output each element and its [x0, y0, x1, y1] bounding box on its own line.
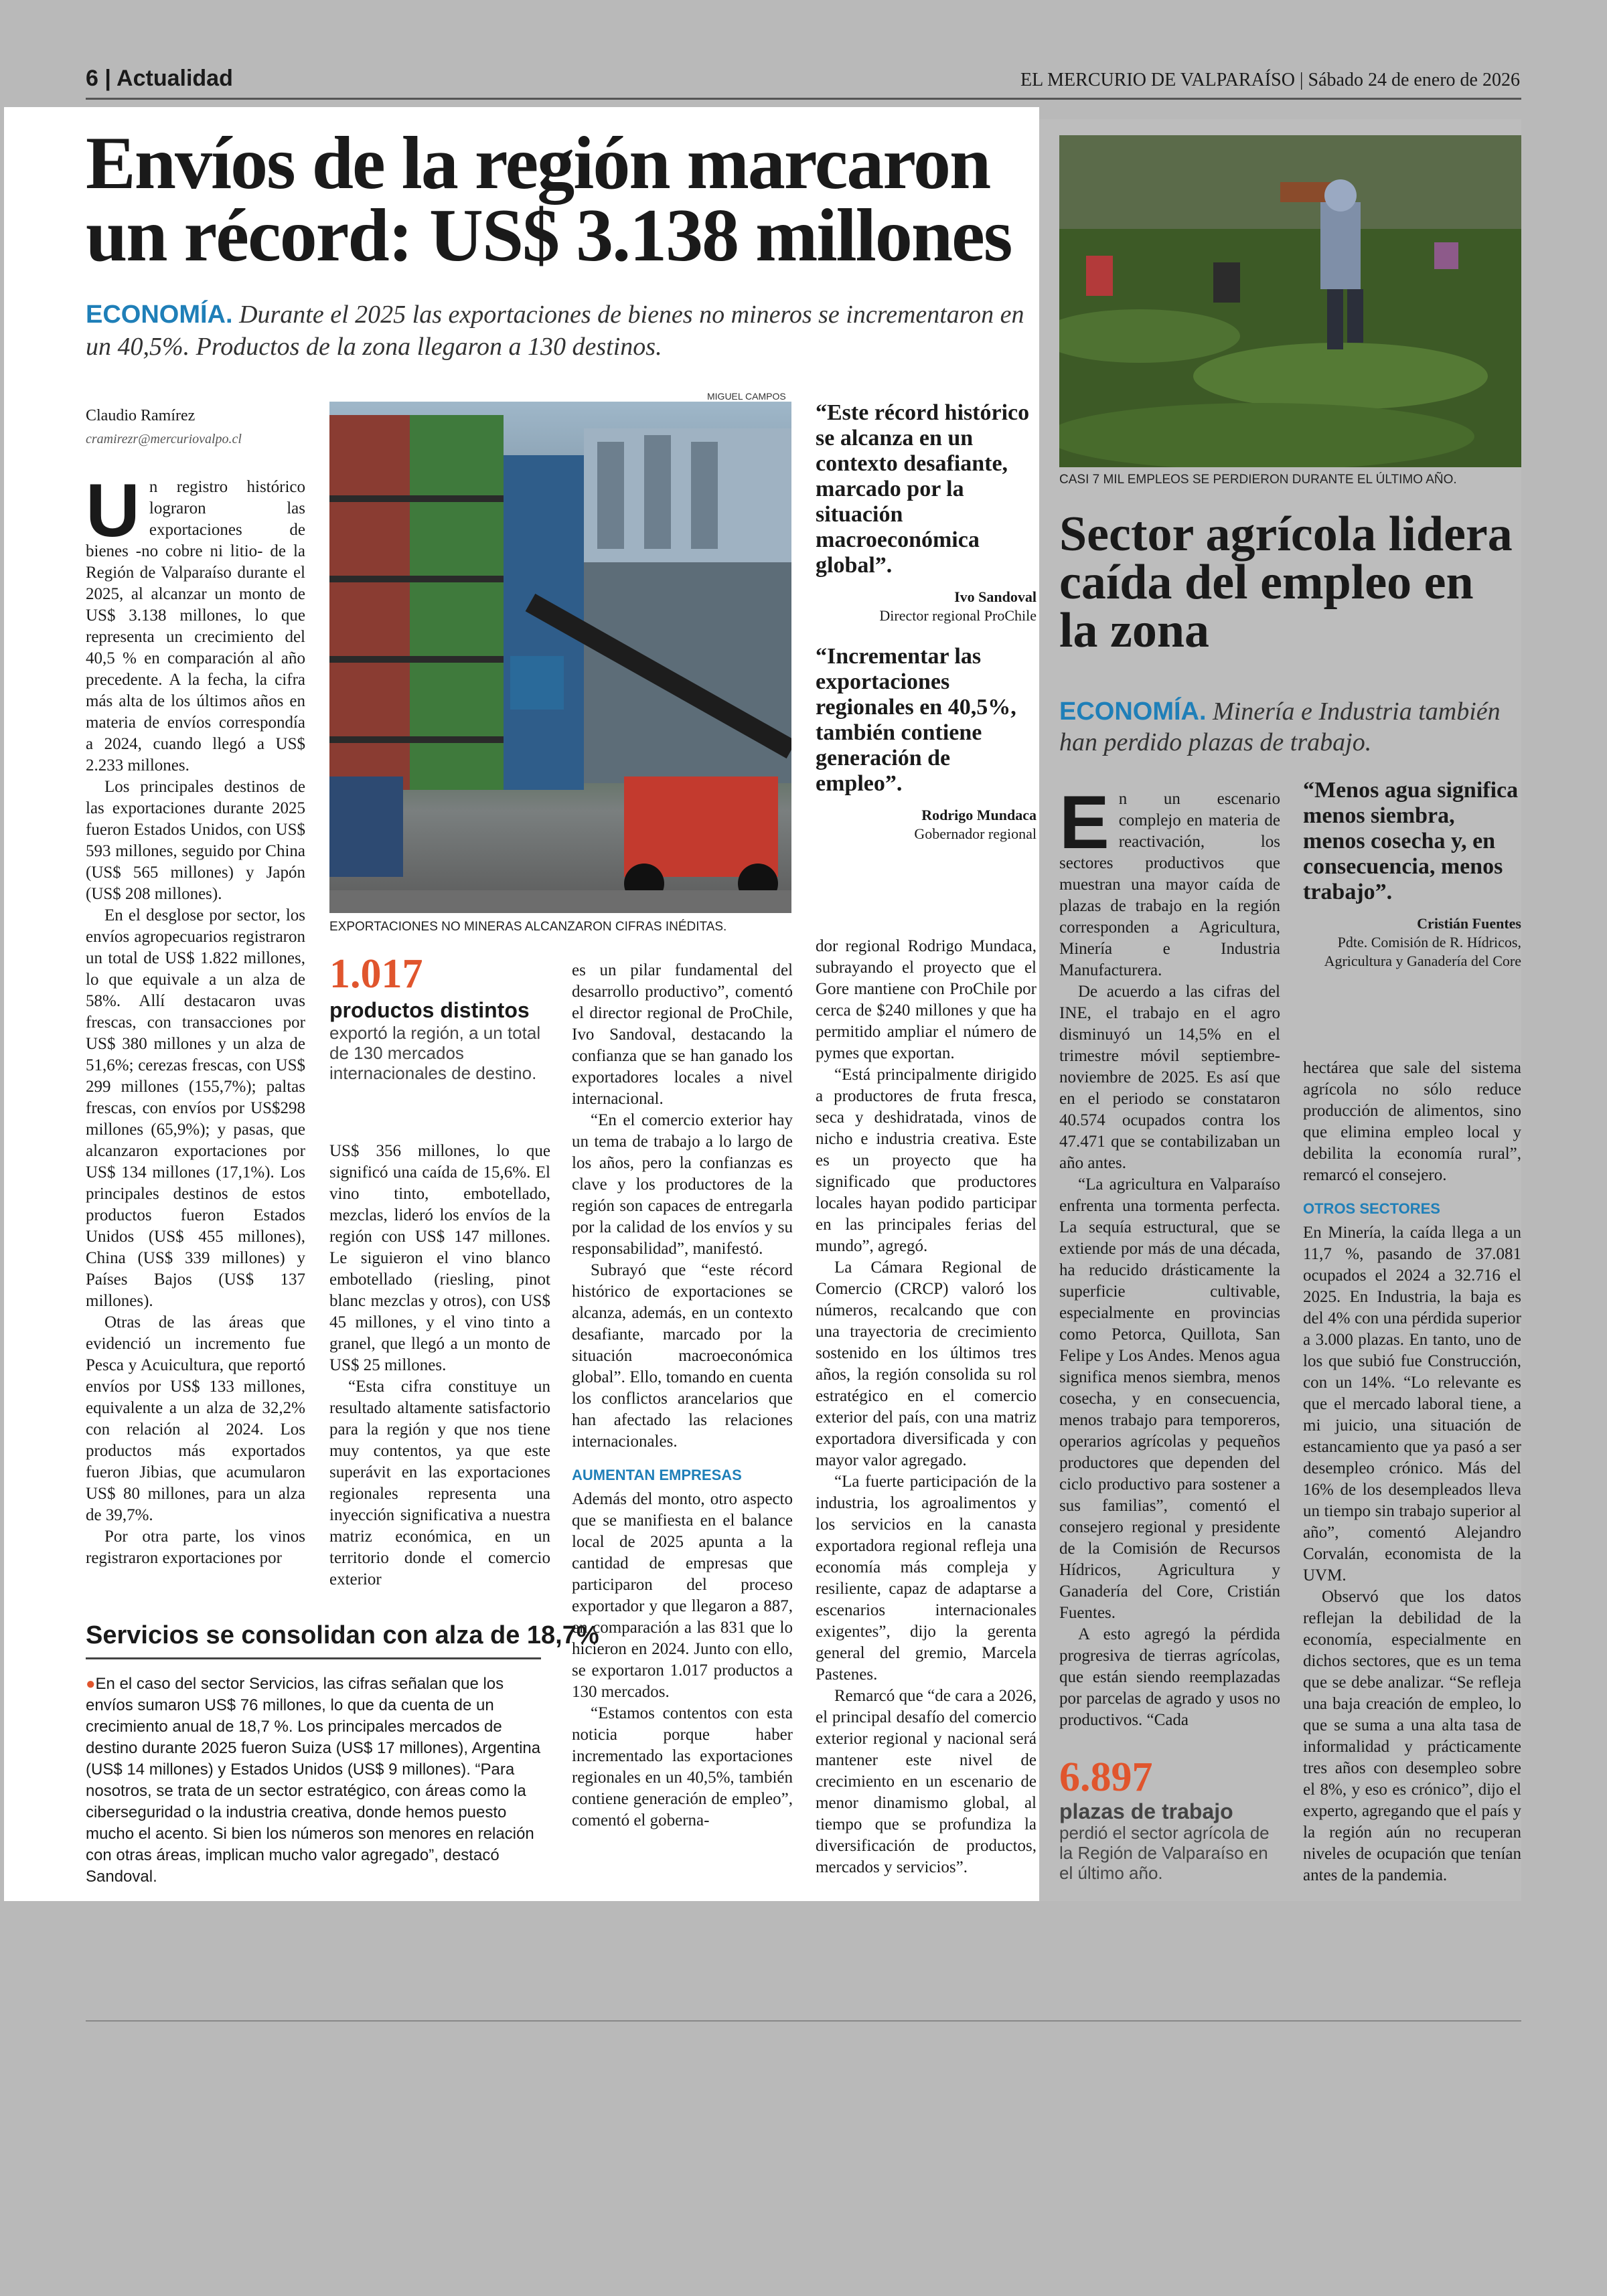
main-column-3	[572, 960, 793, 1831]
side-photo-caption: CASI 7 MIL EMPLEOS SE PERDIERON DURANTE EL ÚLTIMO AÑO.	[1059, 473, 1457, 487]
paragraph: A esto agregó la pérdida progresiva de tierras agrícolas, que están siendo reemplazadas por parcelas de agrado y usos no productivos. “Cada	[1059, 1625, 1280, 1729]
publication-dateline: EL MERCURIO DE VALPARAÍSO | Sábado 24 de enero de 2026	[1020, 70, 1520, 90]
byline	[86, 407, 242, 447]
quote-name: Cristián Fuentes	[1417, 915, 1521, 932]
paragraph: En el desglose por sector, los envíos agropecuarios registraron un total de US$ 1.822 millones, lo que equivale a un alza de 58%. Allí destacaron uvas frescas, con transacciones por US$ 380 millones y un alza de 51,6%; cerezas frescas, con US$ 299 millones (155,7%); paltas frescas, con envíos por US$298 millones (65,9%); y pasas, que alcanzaron exportaciones por US$ 134 millones (17,1%). Los principales destinos de estos productos fueron Estados Unidos (US$ 455 millones), China (US$ 339 millones) y Países Bajos (US$ 137 millones).	[86, 906, 305, 1310]
services-box-text: En el caso del sector Servicios, las cifras señalan que los envíos sumaron US$ 76 millones, lo que da cuenta de un crecimiento anual de 18,7 %. Los principales mercados de destino durante 2025 fueron Suiza (US$ 17 millones), Argentina (US$ 14 millones) y Estados Unidos (US$ 9 millones). “Para nosotros, se trata de un sector estratégico, con áreas como la ciberseguridad o la industria creativa, donde hemos puesto mucho el acento. Si bien los números son menores en relación con otras áreas, implican mucho valor agregado”, destacó Sandoval.	[86, 1675, 541, 1886]
services-box-title: Servicios se consolidan con alza de 18,7%	[86, 1621, 599, 1649]
subhead-otros-sectores: OTROS SECTORES	[1303, 1200, 1440, 1217]
port-illustration	[329, 402, 791, 913]
paragraph: La Cámara Regional de Comercio (CRCP) valoró los números, recalcando que con una trayectoria de crecimiento sostenido en los últimos tres años, la región consolida su rol estratégico en el comercio exterior del país, con una matriz exportadora diversificada y con mayor valor agregado.	[816, 1258, 1037, 1469]
paragraph: n registro histórico lograron las exportaciones de bienes -no cobre ni litio- de la Región de Valparaíso durante el 2025, al alcanzar un monto de US$ 3.138 millones, lo que representa un crecimiento del 40,5 % en comparación al año precedente. A la fecha, la cifra más alta de los últimos años en materia de envíos correspondía a 2024, cuando llegó a US$ 2.233 millones.	[86, 478, 305, 774]
stat-label: productos distintos	[329, 998, 530, 1022]
paragraph: “En el comercio exterior hay un tema de trabajo a lo largo de los años, pero la confianzas es clave y los productores de la región son capaces de entregarla por la calidad de los envíos y su responsabilidad”, manifestó.	[572, 1111, 793, 1258]
side-column-1	[1059, 781, 1280, 1731]
paragraph: De acuerdo a las cifras del INE, el trabajo en el agro disminuyó un 14,5% en el trimestre móvil septiembre-noviembre de 2025. Es así que en el periodo se constataron 40.574 ocupados contra los 47.471 que se contabilizaban un año antes.	[1059, 983, 1280, 1172]
quote-role: Gobernador regional	[914, 825, 1037, 842]
paragraph: Otras de las áreas que evidenció un incremento fue Pesca y Acuicultura, que reportó envíos por US$ 133 millones, equivalente a un alza de 32,2% con relación al 2024. Los productos más exportados fueron Jibias, que acumularon US$ 80 millones, para un alza de 39,7%.	[86, 1313, 305, 1524]
footer-rule	[86, 2020, 1521, 2022]
main-column-2	[329, 1141, 550, 1590]
side-stat-label: plazas de trabajo	[1059, 1799, 1233, 1823]
paragraph: Subrayó que “este récord histórico de exportaciones se alcanza, además, en un contexto desafiante, marcado por la situación macroeconómica global”. Ello, tomando en cuenta los conflictos arancelarios que han afectado las relaciones internacionales.	[572, 1261, 793, 1451]
main-column-1	[86, 469, 305, 1569]
paragraph: es un pilar fundamental del desarrollo productivo”, comentó el director regional de ProChile, Ivo Sandoval, destacando la confianza que se han ganado los exportadores locales a nivel internacional.	[572, 961, 793, 1108]
pull-quote-1	[816, 400, 1037, 625]
paragraph: “La agricultura en Valparaíso enfrenta una tormenta perfecta. La sequía estructural, que se extiende por más de una década, ha reducido drásticamente la superficie cultivable, especialmente en provincias como Petorca, Quillota, San Felipe y Los Andes. Menos agua significa menos siembra, menos cosecha, y en consecuencia, menos trabajo para temporeros, operarios agrícolas y pequeños productores que dependen del ciclo productivo para sostener a sus familias”, comentó el consejero regional y presidente de la Comisión de Recursos Hídricos, Agricultura y Ganadería del Core, Cristián Fuentes.	[1059, 1175, 1280, 1622]
paragraph: “Está principalmente dirigido a productores de fruta fresca, seca y deshidratada, vinos de nicho e industria creativa. Este es un proyecto que ha significado que productores locales hayan podido participar en las principales ferias del mundo”, agregó.	[816, 1066, 1037, 1255]
paragraph: dor regional Rodrigo Mundaca, subrayando el proyecto que el Gore mantiene con ProChile por cerca de $240 millones y que ha permitido ampliar el número de pymes que exportan.	[816, 937, 1037, 1062]
paragraph: “Esta cifra constituye un resultado altamente satisfactorio para la región y que nos tiene muy contentos, ya que este superávit en las exportaciones regionales representa una inyección significativa a nuestra matriz económica, en un territorio donde el comercio exterior	[329, 1378, 550, 1588]
quote-role: Pdte. Comisión de R. Hídricos, Agricultura y Ganadería del Core	[1324, 934, 1521, 969]
paragraph: US$ 356 millones, lo que significó una caída de 15,6%. El vino tinto, embotellado, mezclas, lideró los envíos de la región con US$ 147 millones. Le siguieron el vino blanco embotellado (riesling, pinot blanc mezclas y otros), con US$ 45 millones, y el vino tinto a granel, que llegó a un monto de US$ 25 millones.	[329, 1142, 550, 1374]
field-illustration	[1059, 135, 1521, 467]
side-headline: Sector agrícola lidera caída del empleo en la zona	[1059, 507, 1513, 658]
quote-name: Rodrigo Mundaca	[921, 807, 1037, 823]
paragraph: Además del monto, otro aspecto que se manifiesta en el balance local de 2025 apunta a la cantidad de empresas que participaron del proceso exportador y que llegaron a 887, en comparación a las 831 que lo hicieron en 2024. Junto con ello, se exportaron 1.017 productos a 130 mercados.	[572, 1490, 793, 1701]
side-stat-subtext: perdió el sector agrícola de la Región de Valparaíso en el último año.	[1059, 1823, 1270, 1883]
quote-text: “Este récord histórico se alcanza en un contexto desafiante, marcado por la situación macroeconómica global”.	[816, 400, 1030, 578]
page-section-label: 6 | Actualidad	[86, 66, 233, 91]
quote-source	[816, 806, 1037, 843]
main-deck-text: Durante el 2025 las exportaciones de bienes no mineros se incrementaron en un 40,5%. Productos de la zona llegaron a 130 destinos.	[86, 301, 1024, 361]
pull-quote-2	[816, 644, 1037, 843]
author-email: cramirezr@mercuriovalpo.cl	[86, 432, 242, 446]
farm-workers-photo	[1059, 135, 1521, 467]
paragraph: “La fuerte participación de la industria, los agroalimentos y los servicios en la canasta exportadora regional refleja una economía más compleja y resiliente, capaz de adaptarse a escenarios internacionales exigentes”, dijo la gerenta general del gremio, Marcela Pastenes.	[816, 1473, 1037, 1684]
quote-name: Ivo Sandoval	[954, 588, 1037, 605]
bullet-icon: ●	[86, 1675, 96, 1693]
paragraph: Los principales destinos de las exportaciones durante 2025 fueron Estados Unidos, con US$ 593 millones, seguido por China (US$ 565 millones) y Japón (US$ 208 millones).	[86, 778, 305, 903]
quote-text: “Incrementar las exportaciones regionales en 40,5%, también contiene generación de empleo”.	[816, 644, 1016, 796]
side-stat-text	[1059, 1801, 1280, 1883]
side-kicker: ECONOMÍA.	[1059, 698, 1207, 726]
containers-port-photo	[329, 402, 791, 913]
photo-credit: MIGUEL CAMPOS	[707, 391, 786, 402]
paragraph: hectárea que sale del sistema agrícola no sólo reduce producción de alimentos, sino que elimina empleo local y debilita la economía rural”, remarcó el consejero.	[1303, 1059, 1521, 1184]
side-dropcap-letter: E	[1059, 781, 1109, 864]
stat-highlight	[329, 951, 550, 1083]
side-column-2	[1303, 1058, 1521, 1886]
side-stat-number: 6.897	[1059, 1754, 1153, 1800]
main-headline: Envíos de la región marcaron un récord: US$ 3.138 millones	[86, 122, 1012, 277]
side-stat-highlight	[1059, 1754, 1280, 1883]
paragraph: Por otra parte, los vinos registraron exportaciones por	[86, 1528, 305, 1567]
paragraph: “Estamos contentos con esta noticia porque haber incrementado las exportaciones regionales en un 40,5%, también contiene generación de empleo”, comentó el goberna-	[572, 1704, 793, 1829]
paragraph: n un escenario complejo en materia de reactivación, los sectores productivos que muestran una mayor caída de plazas de trabajo en la región corresponden a Agricultura, Minería e Industria Manufacturera.	[1059, 790, 1280, 979]
paragraph: Remarcó que “de cara a 2026, el principal desafío del comercio exterior regional y nacional será mantener este nivel de crecimiento en un escenario de menor dinamismo global, al tiempo que se profundiza la diversificación de productos, mercados y servicios”.	[816, 1687, 1037, 1876]
paragraph: En Minería, la caída llega a un 11,7 %, pasando de 37.081 ocupados el 2024 a 32.716 el 2025. En Industria, la baja es del 4% con una pérdida superior a 3.000 plazas. En tanto, uno de los que subió fue Construcción, con un 14%. “Lo relevante es que el mercado laboral tiene, a mi juicio, una situación de estancamiento que ya pasó a ser desempleo crónico. Más del 16% de los desempleados lleva un tiempo sin trabajo superior al año”, comentó Alejandro Corvalán, economista de la UVM.	[1303, 1224, 1521, 1584]
services-box-body	[86, 1673, 541, 1888]
photo-caption: EXPORTACIONES NO MINERAS ALCANZARON CIFRAS INÉDITAS.	[329, 920, 727, 934]
main-kicker: ECONOMÍA.	[86, 301, 233, 329]
subhead-aumentan-empresas: AUMENTAN EMPRESAS	[572, 1467, 742, 1483]
author-name: Claudio Ramírez	[86, 407, 196, 424]
dropcap-letter: U	[86, 469, 140, 552]
quote-source	[816, 588, 1037, 625]
quote-text: “Menos agua significa menos siembra, menos cosecha y, en consecuencia, menos trabajo”.	[1303, 778, 1519, 904]
paragraph: Observó que los datos reflejan la debilidad de la economía, especialmente en dichos sectores, que es un tema que se debe analizar. “Se refleja una baja creación de empleo, lo que se suma a una alta tasa de informalidad y prácticamente tres años con desempleo sobre el 8%, y eso es crónico”, dijo el experto, agregando que el país y la región aún no recuperan niveles de ocupación que tenían antes de la pandemia.	[1303, 1588, 1521, 1884]
side-deck-text: Minería e Industria también han perdido plazas de trabajo.	[1059, 698, 1501, 756]
quote-role: Director regional ProChile	[879, 607, 1037, 624]
side-deck	[1059, 696, 1521, 758]
side-pull-quote	[1303, 778, 1521, 971]
stat-number: 1.017	[329, 951, 423, 997]
stat-subtext: exportó la región, a un total de 130 mercados internacionales de destino.	[329, 1023, 541, 1083]
main-deck	[86, 299, 1037, 363]
main-column-4	[816, 936, 1037, 1878]
services-box-rule	[86, 1657, 541, 1659]
quote-source	[1303, 914, 1521, 971]
header-rule	[86, 98, 1521, 100]
